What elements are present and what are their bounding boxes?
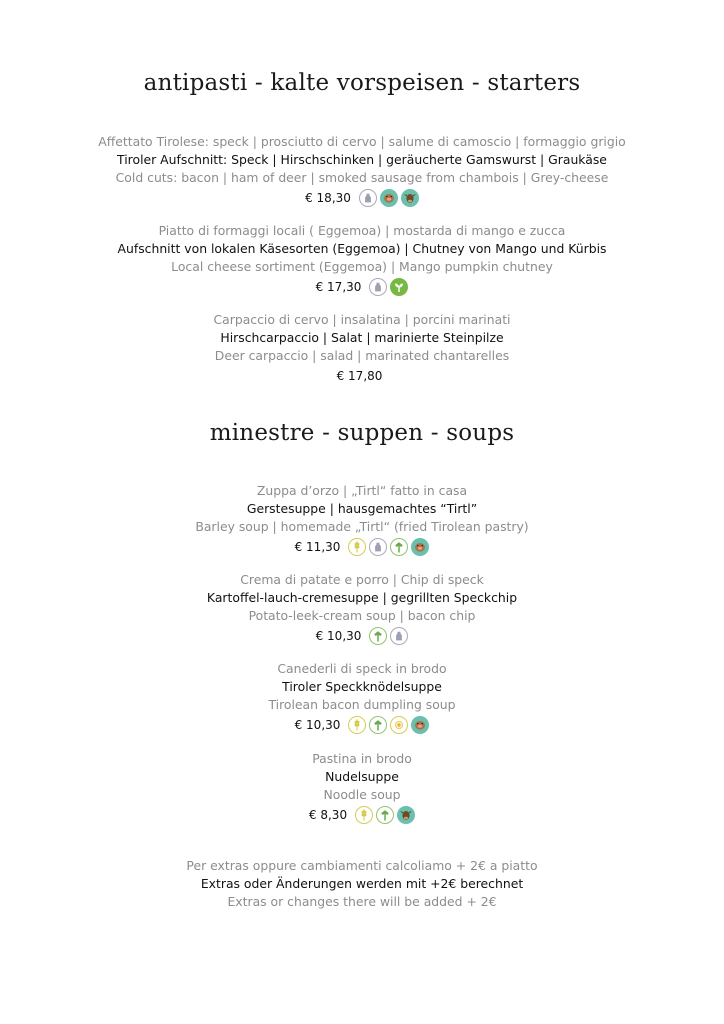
item-name-it: Canederli di speck in brodo (277, 661, 447, 676)
gluten-icon (348, 716, 366, 734)
item-name-en: Potato-leek-cream soup | bacon chip (248, 608, 476, 623)
menu-item-affettato (0, 133, 724, 209)
pig-icon (411, 716, 429, 734)
milk-icon (390, 627, 408, 645)
vegetarian-icon (390, 278, 408, 296)
extras-note-en: Extras or changes there will be added + 2€ (227, 894, 497, 909)
item-name-de: Nudelsuppe (325, 769, 399, 784)
item-price: € 18,30 (305, 191, 351, 205)
cow-icon (397, 806, 415, 824)
item-name-it: Crema di patate e porro | Chip di speck (240, 572, 484, 587)
item-name-en: Tirolean bacon dumpling soup (268, 697, 456, 712)
menu-item-zuppa-orzo (0, 482, 724, 558)
item-name-it: Carpaccio di cervo | insalatina | porcini marinati (213, 312, 511, 327)
item-name-it: Pastina in brodo (312, 751, 412, 766)
item-name-it: Piatto di formaggi locali ( Eggemoa) | mostarda di mango e zucca (158, 223, 566, 238)
item-name-en: Local cheese sortiment (Eggemoa) | Mango pumpkin chutney (171, 259, 553, 274)
menu-item-formaggi (0, 222, 724, 298)
item-name-de: Aufschnitt von lokalen Käsesorten (Eggemoa) | Chutney von Mango und Kürbis (117, 241, 607, 256)
item-name-en: Barley soup | homemade „Tirtl“ (fried Tirolean pastry) (195, 519, 529, 534)
item-name-it: Zuppa d’orzo | „Tirtl“ fatto in casa (256, 483, 468, 498)
celery-icon (369, 716, 387, 734)
item-name-de: Hirschcarpaccio | Salat | marinierte Steinpilze (220, 330, 504, 345)
cow-icon (401, 189, 419, 207)
milk-icon (369, 278, 387, 296)
item-name-en: Noodle soup (323, 787, 401, 802)
item-price: € 17,80 (336, 369, 383, 383)
item-name-de: Kartoffel-lauch-cremesuppe | gegrillten Speckchip (206, 590, 518, 605)
celery-icon (390, 538, 408, 556)
section-title-soups: minestre - suppen - soups (209, 420, 515, 446)
celery-icon (369, 627, 387, 645)
item-price: € 17,30 (315, 280, 362, 294)
menu-item-canederli (0, 660, 724, 736)
item-name-en: Cold cuts: bacon | ham of deer | smoked sausage from chambois | Grey-cheese (115, 170, 609, 185)
item-name-it: Affettato Tirolese: speck | prosciutto di cervo | salume di camoscio | formaggio grigio (98, 134, 626, 149)
item-name-de: Gerstesuppe | hausgemachtes “Tirtl” (246, 501, 478, 516)
celery-icon (376, 806, 394, 824)
gluten-icon (348, 538, 366, 556)
milk-icon (359, 189, 377, 207)
item-name-de: Tiroler Speckknödelsuppe (282, 679, 442, 694)
pig-icon (380, 189, 398, 207)
item-name-de: Tiroler Aufschnitt: Speck | Hirschschinken | geräucherte Gamswurst | Graukäse (117, 152, 607, 167)
section-title-starters: antipasti - kalte vorspeisen - starters (143, 70, 581, 96)
item-name-en: Deer carpaccio | salad | marinated chantarelles (214, 348, 510, 363)
item-price: € 10,30 (315, 629, 362, 643)
item-price: € 10,30 (294, 718, 341, 732)
menu-item-pastina (0, 750, 724, 826)
menu-item-crema-patate (0, 571, 724, 647)
extras-note-it: Per extras oppure cambiamenti calcoliamo + 2€ a piatto (186, 858, 538, 873)
pig-icon (411, 538, 429, 556)
item-price: € 11,30 (294, 540, 341, 554)
extras-note-de: Extras oder Änderungen werden mit +2€ berechnet (200, 876, 524, 891)
gluten-icon (355, 806, 373, 824)
extras-note (0, 857, 724, 911)
menu-item-carpaccio (0, 311, 724, 387)
egg-icon (390, 716, 408, 734)
item-price: € 8,30 (308, 808, 348, 822)
milk-icon (369, 538, 387, 556)
